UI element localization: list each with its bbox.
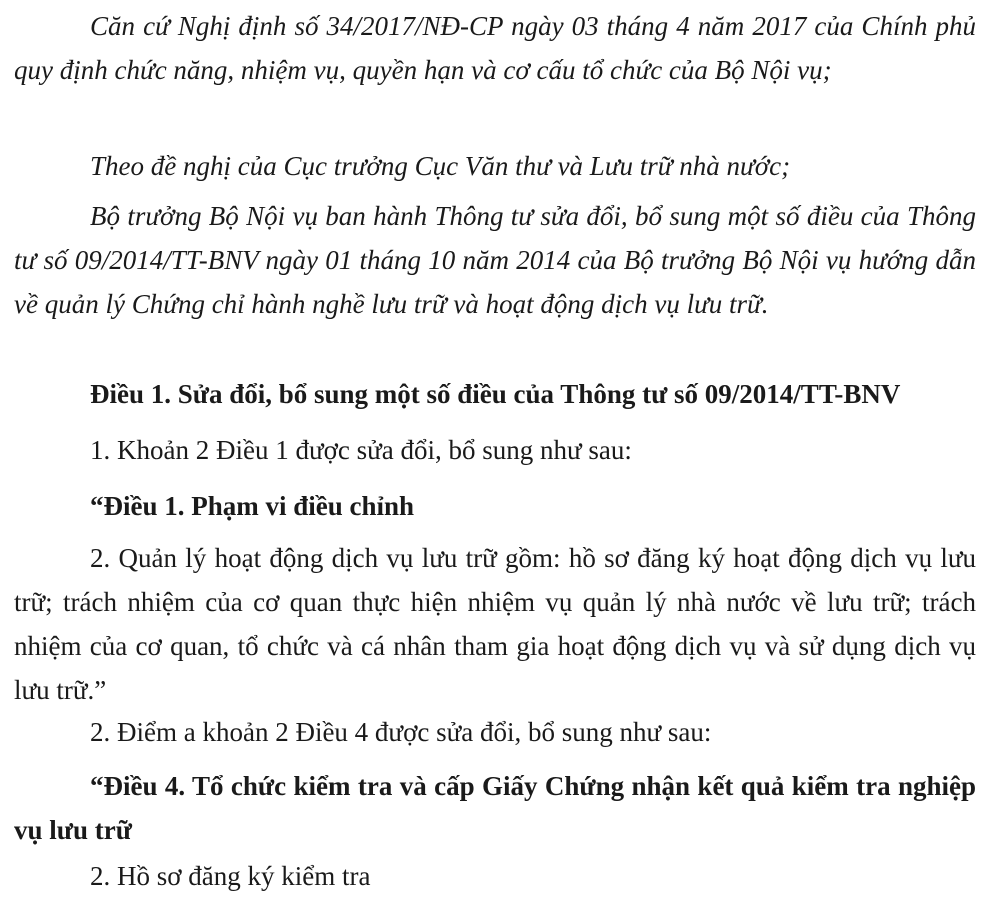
quoted-article-4-title: “Điều 4. Tổ chức kiểm tra và cấp Giấy Chứng nhận kết quả kiểm tra nghiệp vụ lưu trữ [14,771,976,845]
registration-dossier-heading: 2. Hồ sơ đăng ký kiểm tra [90,861,371,891]
quoted-article-1-title: “Điều 1. Phạm vi điều chỉnh [90,491,415,521]
clause-2-intro: 2. Điểm a khoản 2 Điều 4 được sửa đổi, bổ sung như sau: [90,717,712,747]
proposal-paragraph: Theo đề nghị của Cục trưởng Cục Văn thư và Lưu trữ nhà nước; [90,151,791,181]
clause-2-content: 2. Quản lý hoạt động dịch vụ lưu trữ gồm: hồ sơ đăng ký hoạt động dịch vụ lưu trữ; trách nhiệm của cơ quan thực hiện nhiệm vụ quản lý nhà nước về lưu trữ; trách nhiệm của cơ quan, tổ chức và cá nhân tham gia hoạt động dịch vụ và sử dụng dịch vụ lưu trữ.” [14,543,976,705]
legal-basis-paragraph: Căn cứ Nghị định số 34/2017/NĐ-CP ngày 03 tháng 4 năm 2017 của Chính phủ quy định chức năng, nhiệm vụ, quyền hạn và cơ cấu tổ chức của Bộ Nội vụ; [14,11,976,85]
clause-1-intro: 1. Khoản 2 Điều 1 được sửa đổi, bổ sung như sau: [90,435,632,465]
article-1-heading: Điều 1. Sửa đổi, bổ sung một số điều của Thông tư số 09/2014/TT-BNV [90,379,901,409]
issuance-paragraph: Bộ trưởng Bộ Nội vụ ban hành Thông tư sửa đổi, bổ sung một số điều của Thông tư số 09/2014/TT-BNV ngày 01 tháng 10 năm 2014 của Bộ trưởng Bộ Nội vụ hướng dẫn về quản lý Chứng chỉ hành nghề lưu trữ và hoạt động dịch vụ lưu trữ. [14,201,976,319]
